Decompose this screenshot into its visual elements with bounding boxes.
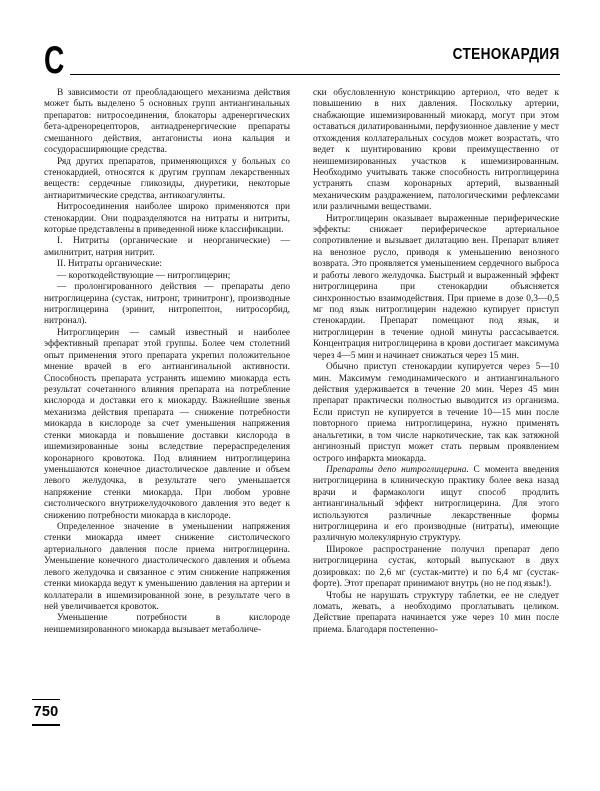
running-head xyxy=(44,39,560,88)
folio-rule-bottom xyxy=(32,724,60,725)
paragraph: Нитроглицерин оказывает выраженные периферические эффекты: снижает периферическое артериальное сопротивление и вызывает дилатацию вен. Препарат влияет на венозное русло, приводя к уменьшению венозного возврата. Это проявляется уменьшением сердечного выброса и работы левого желудочка. Быстрый и выраженный эффект нитроглицерина при стенокардии объясняется синхронностью взаимодействия. При приеме в дозе 0,3—0,5 мг под язык нитроглицерин надежно купирует приступ стенокардии. Препарат помещают под язык, и нитроглицерин в течение одной минуты рассасывается. Концентрация нитроглицерина в крови достигает максимума через 4—5 мин и начинает снижаться через 15 мин. xyxy=(313,213,559,361)
paragraph: Ряд других препаратов, применяющихся у больных со стенокардией, относятся к другим группам лекарственных веществ: сердечные гликозиды, диуретики, некоторые антиаритмические средства, антикоагулянты. xyxy=(44,156,290,201)
paragraph-continued: ски обусловленную констрикцию артериол, что ведет к повышению в них давления. Поскольку артерии, снабжающие ишемизированный миокард, могут при этом оставаться дилатированными, перфузионное давление у мест отхождения коллатеральных сосудов может возрастать, что ведет к шунтированию крови преимущественно от неишемизированных участков к ишемизированным. Необходимо учитывать также способность нитроглицерина устранять спазм коронарных артерий, вызванный механическим раздражением, патологическими рефлексами или различными веществами. xyxy=(313,88,559,213)
left-column xyxy=(44,88,290,636)
running-head-rule xyxy=(70,74,560,75)
paragraph: Уменьшение потребности в кислороде неишемизированного миокарда вызывает метаболиче- xyxy=(44,613,290,635)
runin-heading: Препараты депо нитроглицерина. xyxy=(326,464,469,475)
paragraph: Обычно приступ стенокардии купируется через 5—10 мин. Максимум гемодинамического и антиангинального действия удерживается в течение 20 мин. Через 45 мин препарат практически полностью выводится из организма. Если приступ не купируется в течение 10—15 мин после повторного приема нитроглицерина, нужно применять анальгетики, в том числе наркотические, так как затяжной ангинозный приступ может стать первым проявлением острого инфаркта миокарда. xyxy=(313,362,559,464)
classification-item: I. Нитриты (органические и неорганические) — амилнитрит, натрия нитрит. xyxy=(44,236,290,258)
page-number: 750 xyxy=(33,704,59,721)
running-head-title: СТЕНОКАРДИЯ xyxy=(452,46,560,63)
paragraph: Чтобы не нарушать структуру таблетки, ее не следует ломать, жевать, а необходимо проглатывать целиком. Действие препарата начинается уже через 10 мин после приема. Благодаря постепенно- xyxy=(313,590,559,635)
paragraph: Широкое распространение получил препарат депо нитроглицерина сустак, который выпускают в двух дозировках: по 2,6 мг (сустак-митте) и по 6,4 мг (сустак-форте). Этот препарат принимают внутрь (но не под язык!). xyxy=(313,544,559,590)
runin-body: С момента введения нитроглицерина в клиническую практику более века назад врачи и фармакологи ищут способ продлить антиангинальный эффект нитроглицерина. Для этого используются различные лекарственные формы нитроглицерина и его производные (нитраты), имеющие различную молекулярную структуру. xyxy=(313,464,560,544)
folio-rule-top xyxy=(32,699,60,700)
classification-item: II. Нитраты органические: xyxy=(57,259,162,270)
running-head-letter: С xyxy=(44,39,64,82)
page-number-block xyxy=(24,699,68,726)
paragraph-with-runin-heading xyxy=(313,465,559,545)
classification-subitem: — короткодействующие — нитроглицерин; xyxy=(57,270,231,281)
paragraph: Определенное значение в уменьшении напряжения стенки миокарда имеет снижение систолического артериального давления после приема нитроглицерина. Уменьшение конечного диастолического давления и объема левого желудочка и связанное с этим снижение напряжения стенки миокарда ведут к уменьшению давления на артерии и коллатерали в ишемизированной зоне, в результате чего в ней увеличивается кровоток. xyxy=(44,522,290,612)
paragraph: В зависимости от преобладающего механизма действия может быть выделено 5 основных групп антиангинальных препаратов: нитросоединения, блокаторы адренергических бета-адренорецепторов, антиадренергические препараты смешанного действия, антагонисты иона кальция и сосудорасширяющие средства. xyxy=(44,88,290,156)
right-column xyxy=(313,88,559,636)
text-columns xyxy=(44,88,560,636)
classification-subitem: — пролонгированного действия — препараты депо нитроглицерина (сустак, нитронг, тринитронг), производные нитроглицерина (эринит, нитропептон, нитросорбид, нитронал). xyxy=(44,282,290,327)
paragraph: Нитроглицерин — самый известный и наиболее эффективный препарат этой группы. Более чем столетний опыт применения этого препарата укрепил положительное мнение врачей в его антиангинальной активности. Способность препарата устранять ишемию миокарда есть результат сочетанного влияния препарата на потребление кислорода и доставки его к миокарду. Важнейшие звенья механизма действия препарата — снижение потребности миокарда в кислороде за счет уменьшения напряжения стенки миокарда и повышение доставки кислорода в ишемизированные зоны вследствие перераспределения коронарного кровотока. Под влиянием нитроглицерина уменьшаются конечное диастолическое давление и объем левого желудочка, в результате чего уменьшается напряжение стенки миокарда. При любом уровне систолического внутрижелудочкового давления это ведет к снижению потребности миокарда в кислороде. xyxy=(44,327,290,521)
paragraph: Нитросоединения наиболее широко применяются при стенокардии. Они подразделяются на нитраты и нитриты, которые представлены в приведенной ниже классификации. xyxy=(44,202,290,236)
